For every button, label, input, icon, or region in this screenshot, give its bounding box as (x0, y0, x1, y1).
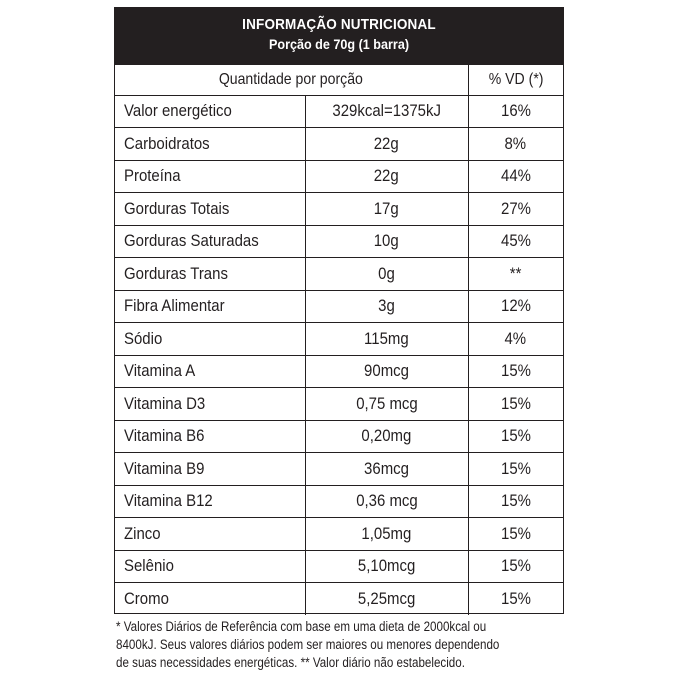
nutrient-name: Vitamina B12 (115, 485, 305, 518)
nutrient-name: Vitamina B6 (115, 420, 305, 453)
nutrient-amount: 5,25mcg (305, 583, 468, 616)
table-row (115, 290, 563, 323)
nutrient-name: Proteína (115, 160, 305, 193)
table-row (115, 193, 563, 226)
nutrient-amount: 36mcg (305, 453, 468, 486)
nutrient-daily-value: 16% (468, 95, 563, 128)
nutrient-daily-value: 44% (468, 160, 563, 193)
nutrient-daily-value: 12% (468, 290, 563, 323)
vd-column-header: % VD (*) (468, 65, 563, 95)
table-row (115, 550, 563, 583)
nutrient-name: Vitamina A (115, 355, 305, 388)
footnote-line: de suas necessidades energéticas. ** Valor diário não estabelecido. (116, 655, 465, 670)
nutrient-name: Vitamina D3 (115, 388, 305, 421)
nutrient-amount: 17g (305, 193, 468, 226)
nutrient-amount: 0,75 mcg (305, 388, 468, 421)
nutrient-daily-value: 15% (468, 518, 563, 551)
label-title: INFORMAÇÃO NUTRICIONAL (242, 16, 436, 33)
nutrition-label (114, 7, 564, 614)
table-row (115, 518, 563, 551)
nutrient-amount: 90mcg (305, 355, 468, 388)
table-row (115, 453, 563, 486)
nutrient-amount: 22g (305, 160, 468, 193)
nutrient-amount: 3g (305, 290, 468, 323)
table-row (115, 258, 563, 291)
column-header-row (115, 65, 563, 95)
nutrient-name: Gorduras Trans (115, 258, 305, 291)
nutrient-amount: 1,05mg (305, 518, 468, 551)
nutrient-name: Sódio (115, 323, 305, 356)
nutrient-name: Gorduras Totais (115, 193, 305, 226)
nutrient-amount: 329kcal=1375kJ (305, 95, 468, 128)
nutrient-amount: 22g (305, 128, 468, 161)
nutrient-daily-value: 15% (468, 453, 563, 486)
nutrient-daily-value: 8% (468, 128, 563, 161)
footnote-line: * Valores Diários de Referência com base em uma dieta de 2000kcal ou (116, 619, 487, 634)
nutrient-daily-value: 15% (468, 388, 563, 421)
table-row (115, 583, 563, 616)
nutrient-name: Valor energético (115, 95, 305, 128)
nutrient-amount: 5,10mcg (305, 550, 468, 583)
nutrient-daily-value: ** (468, 258, 563, 291)
nutrient-amount: 10g (305, 225, 468, 258)
nutrient-name: Carboidratos (115, 128, 305, 161)
table-row (115, 323, 563, 356)
nutrient-name: Zinco (115, 518, 305, 551)
nutrient-daily-value: 4% (468, 323, 563, 356)
table-row (115, 388, 563, 421)
table-row (115, 420, 563, 453)
nutrient-daily-value: 15% (468, 485, 563, 518)
nutrition-table (115, 65, 563, 615)
table-row (115, 225, 563, 258)
footnote (116, 618, 586, 672)
serving-size: Porção de 70g (1 barra) (268, 36, 410, 52)
label-header (115, 8, 563, 65)
nutrient-amount: 0,20mg (305, 420, 468, 453)
nutrient-daily-value: 15% (468, 355, 563, 388)
table-row (115, 485, 563, 518)
nutrient-daily-value: 27% (468, 193, 563, 226)
nutrient-daily-value: 45% (468, 225, 563, 258)
nutrient-daily-value: 15% (468, 550, 563, 583)
nutrient-name: Fibra Alimentar (115, 290, 305, 323)
table-row (115, 160, 563, 193)
quantity-column-header: Quantidade por porção (115, 65, 468, 95)
nutrient-name: Selênio (115, 550, 305, 583)
table-row (115, 355, 563, 388)
nutrient-amount: 115mg (305, 323, 468, 356)
nutrient-amount: 0g (305, 258, 468, 291)
nutrient-amount: 0,36 mcg (305, 485, 468, 518)
nutrient-name: Cromo (124, 589, 169, 608)
nutrient-name: Gorduras Saturadas (115, 225, 305, 258)
nutrient-daily-value: 15% (468, 583, 563, 616)
nutrient-daily-value: 15% (468, 420, 563, 453)
nutrient-name: Vitamina B9 (115, 453, 305, 486)
table-row (115, 95, 563, 128)
table-row (115, 128, 563, 161)
footnote-line: 8400kJ. Seus valores diários podem ser maiores ou menores dependendo (116, 637, 500, 652)
